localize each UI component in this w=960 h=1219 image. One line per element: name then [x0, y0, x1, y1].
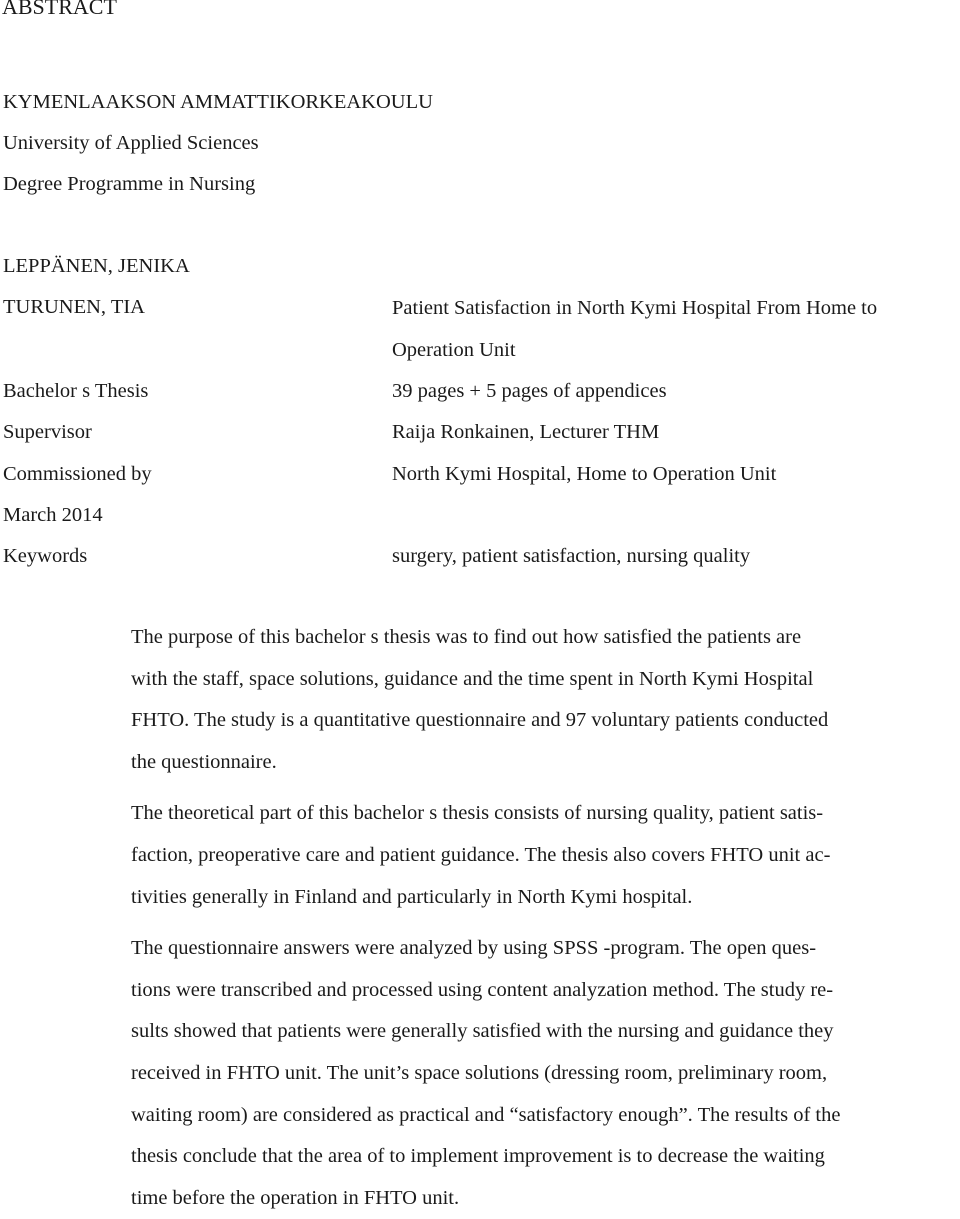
supervisor-value: Raija Ronkainen, Lecturer THM	[392, 421, 660, 443]
abstract-paragraph	[131, 793, 960, 918]
abstract-paragraph	[131, 617, 960, 783]
text-line: sults showed that patients were generally satisfied with the nursing and guidance they	[131, 1020, 834, 1043]
keywords-label: Keywords	[3, 545, 88, 567]
thesis-title-line: Patient Satisfaction in North Kymi Hospital From Home to	[392, 297, 878, 319]
commissioned-label: Commissioned by	[3, 463, 152, 485]
text-line: FHTO. The study is a quantitative questionnaire and 97 voluntary patients conducted	[131, 709, 829, 732]
text-line: The theoretical part of this bachelor s thesis consists of nursing quality, patient satis-	[131, 802, 824, 825]
thesis-type-label: Bachelor s Thesis	[3, 380, 149, 402]
thesis-date: March 2014	[3, 504, 103, 526]
text-line: the questionnaire.	[131, 750, 277, 773]
abstract-body	[131, 617, 960, 1219]
text-line: faction, preoperative care and patient guidance. The thesis also covers FHTO unit ac-	[131, 843, 831, 866]
commissioned-value: North Kymi Hospital, Home to Operation Unit	[392, 463, 777, 485]
supervisor-label: Supervisor	[3, 421, 92, 443]
text-line: time before the operation in FHTO unit.	[131, 1186, 460, 1209]
page-count: 39 pages + 5 pages of appendices	[392, 380, 667, 402]
text-line: The questionnaire answers were analyzed by using SPSS -program. The open ques-	[131, 937, 817, 960]
text-line: received in FHTO unit. The unit’s space solutions (dressing room, preliminary room,	[131, 1061, 828, 1084]
text-line: with the staff, space solutions, guidance and the time spent in North Kymi Hospital	[131, 667, 814, 690]
page-heading: ABSTRACT	[2, 0, 117, 19]
author-name: TURUNEN, TIA	[3, 296, 145, 318]
institution-name: KYMENLAAKSON AMMATTIKORKEAKOULU	[3, 91, 433, 113]
thesis-title-line: Operation Unit	[392, 339, 516, 361]
degree-programme: Degree Programme in Nursing	[3, 173, 256, 195]
keywords-value: surgery, patient satisfaction, nursing quality	[392, 545, 751, 567]
abstract-paragraph	[131, 928, 960, 1219]
text-line: thesis conclude that the area of to implement improvement is to decrease the waiting	[131, 1145, 825, 1168]
text-line: The purpose of this bachelor s thesis was to find out how satisfied the patients are	[131, 626, 802, 648]
text-line: waiting room) are considered as practical and “satisfactory enough”. The results of the	[131, 1103, 841, 1126]
institution-subtitle: University of Applied Sciences	[3, 132, 259, 154]
author-name: LEPPÄNEN, JENIKA	[3, 255, 190, 277]
text-line: tions were transcribed and processed using content analyzation method. The study re-	[131, 978, 834, 1001]
text-line: tivities generally in Finland and particularly in North Kymi hospital.	[131, 885, 693, 908]
